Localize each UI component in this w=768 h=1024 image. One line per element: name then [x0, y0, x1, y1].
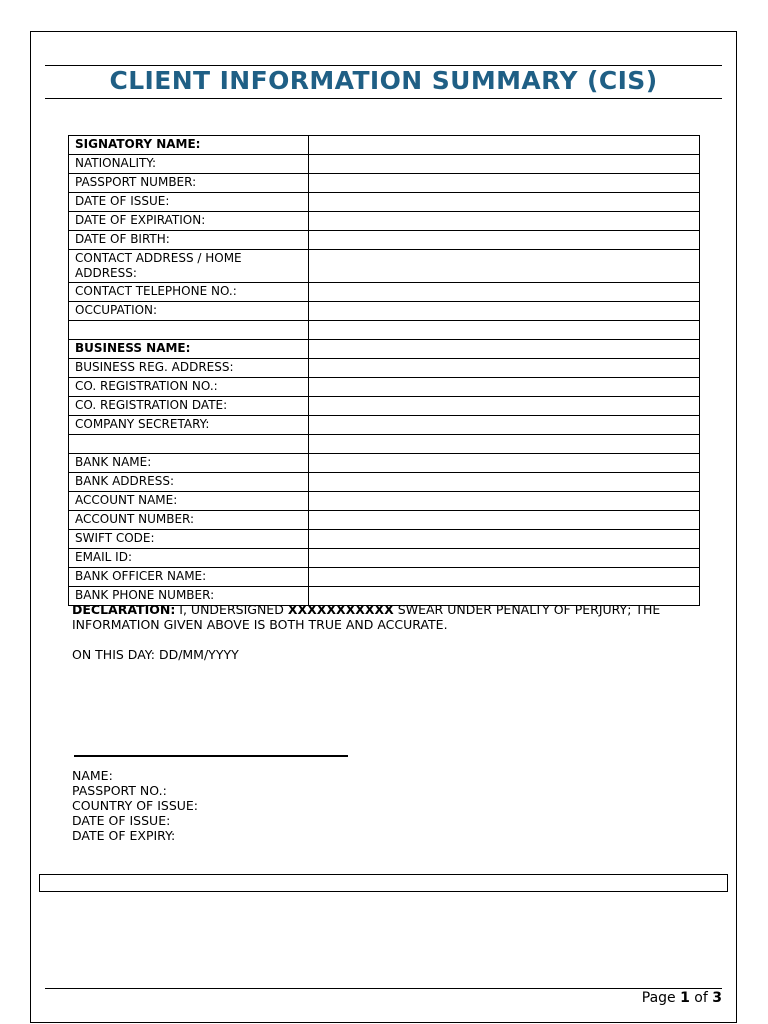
table-row	[69, 568, 700, 587]
field-label: SIGNATORY NAME:	[69, 136, 309, 155]
page-number	[642, 989, 722, 1007]
table-row	[69, 530, 700, 549]
table-row	[69, 250, 700, 283]
table-row	[69, 340, 700, 359]
empty-box	[39, 874, 728, 892]
field-value-cell[interactable]	[309, 549, 700, 568]
total-pages: 3	[712, 990, 722, 1006]
table-row	[69, 321, 700, 340]
table-row	[69, 359, 700, 378]
field-label: CONTACT ADDRESS / HOME ADDRESS:	[69, 250, 309, 283]
declaration-text	[72, 602, 692, 632]
field-label: CO. REGISTRATION DATE:	[69, 397, 309, 416]
field-label: BANK OFFICER NAME:	[69, 568, 309, 587]
table-row	[69, 136, 700, 155]
client-info-table	[68, 135, 700, 606]
field-label: CO. REGISTRATION NO.:	[69, 378, 309, 397]
table-row	[69, 283, 700, 302]
field-label: BANK ADDRESS:	[69, 473, 309, 492]
field-label: BUSINESS NAME:	[69, 340, 309, 359]
field-label: ACCOUNT NUMBER:	[69, 511, 309, 530]
field-value-cell[interactable]	[309, 321, 700, 340]
sig-field-issue-date: DATE OF ISSUE:	[72, 813, 171, 828]
declaration-name-placeholder: XXXXXXXXXXX	[287, 602, 394, 617]
sig-field-expiry-date: DATE OF EXPIRY:	[72, 828, 176, 843]
sig-field-passport: PASSPORT NO.:	[72, 783, 167, 798]
declaration-text-after: SWEAR UNDER PENALTY OF PERJURY; THE INFORMATION GIVEN ABOVE IS BOTH TRUE AND ACCURATE.	[72, 602, 661, 632]
field-value-cell[interactable]	[309, 193, 700, 212]
field-value-cell[interactable]	[309, 250, 700, 283]
field-label: OCCUPATION:	[69, 302, 309, 321]
signature-line	[74, 755, 348, 757]
field-label: SWIFT CODE:	[69, 530, 309, 549]
page-word: Page	[641, 990, 681, 1006]
table-row	[69, 212, 700, 231]
table-row	[69, 454, 700, 473]
page-title: CLIENT INFORMATION SUMMARY (CIS)	[109, 66, 658, 95]
field-label: DATE OF BIRTH:	[69, 231, 309, 250]
table-row	[69, 155, 700, 174]
footer-rule	[45, 988, 722, 989]
sig-field-country: COUNTRY OF ISSUE:	[72, 798, 199, 813]
field-value-cell[interactable]	[309, 283, 700, 302]
field-value-cell[interactable]	[309, 473, 700, 492]
field-value-cell[interactable]	[309, 492, 700, 511]
on-this-day: ON THIS DAY: DD/MM/YYYY	[72, 647, 239, 662]
field-label: COMPANY SECRETARY:	[69, 416, 309, 435]
table-row	[69, 416, 700, 435]
table-row	[69, 511, 700, 530]
table-row	[69, 397, 700, 416]
field-label: BANK NAME:	[69, 454, 309, 473]
field-label	[69, 435, 309, 454]
field-label	[69, 321, 309, 340]
table-row	[69, 193, 700, 212]
field-label: NATIONALITY:	[69, 155, 309, 174]
field-label: PASSPORT NUMBER:	[69, 174, 309, 193]
field-value-cell[interactable]	[309, 212, 700, 231]
field-label: BANK PHONE NUMBER:	[69, 587, 309, 606]
declaration-text-before: I, UNDERSIGNED	[175, 602, 288, 617]
field-value-cell[interactable]	[309, 302, 700, 321]
field-value-cell[interactable]	[309, 155, 700, 174]
field-label: ACCOUNT NAME:	[69, 492, 309, 511]
field-value-cell[interactable]	[309, 359, 700, 378]
current-page: 1	[680, 990, 690, 1006]
table-row	[69, 435, 700, 454]
field-value-cell[interactable]	[309, 435, 700, 454]
table-row	[69, 174, 700, 193]
table-row	[69, 492, 700, 511]
sig-field-name: NAME:	[72, 768, 113, 783]
field-value-cell[interactable]	[309, 397, 700, 416]
signature-fields	[72, 768, 198, 843]
field-value-cell[interactable]	[309, 231, 700, 250]
title-bottom-rule	[45, 98, 722, 99]
field-value-cell[interactable]	[309, 454, 700, 473]
field-value-cell[interactable]	[309, 174, 700, 193]
table-row	[69, 549, 700, 568]
table-row	[69, 473, 700, 492]
field-value-cell[interactable]	[309, 511, 700, 530]
field-label: CONTACT TELEPHONE NO.:	[69, 283, 309, 302]
field-value-cell[interactable]	[309, 530, 700, 549]
field-label: DATE OF EXPIRATION:	[69, 212, 309, 231]
table-row	[69, 231, 700, 250]
field-value-cell[interactable]	[309, 378, 700, 397]
table-row	[69, 378, 700, 397]
field-label: BUSINESS REG. ADDRESS:	[69, 359, 309, 378]
field-value-cell[interactable]	[309, 416, 700, 435]
field-label: EMAIL ID:	[69, 549, 309, 568]
field-value-cell[interactable]	[309, 340, 700, 359]
of-word: of	[689, 990, 713, 1006]
declaration-heading: DECLARATION:	[72, 602, 176, 617]
field-value-cell[interactable]	[309, 568, 700, 587]
field-label: DATE OF ISSUE:	[69, 193, 309, 212]
table-row	[69, 302, 700, 321]
field-value-cell[interactable]	[309, 136, 700, 155]
